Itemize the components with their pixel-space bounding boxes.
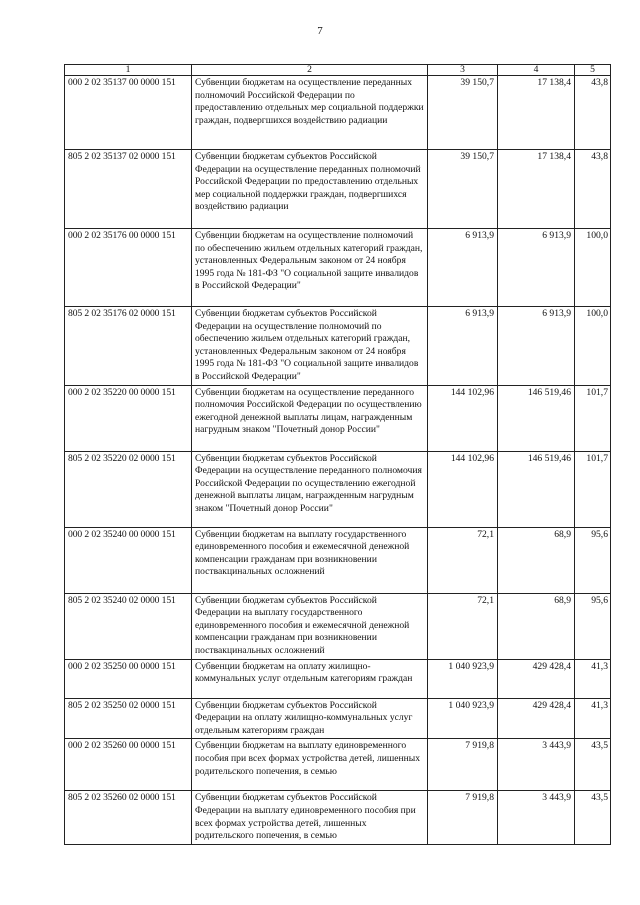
row-code: 805 2 02 35240 02 0000 151 (65, 593, 192, 659)
row-plan-amount: 6 913,9 (428, 307, 498, 386)
table-row (65, 229, 611, 307)
table-row (65, 739, 611, 791)
row-percent: 100,0 (575, 307, 611, 386)
row-description: Субвенции бюджетам субъектов Российской Федерации на осуществление полномочий по обеспечению жильем отдельных категорий граждан, установленных Федеральным законом от 24 ноября 1995 года № 181-ФЗ "О социальной защите инвалидов в Российской Федерации" (192, 307, 428, 386)
row-description: Субвенции бюджетам субъектов Российской Федерации на осуществление переданного полномочия Российской Федерации по осуществлению ежегодной денежной выплаты лицам, награжденным нагрудным знаком "Почетный донор России" (192, 451, 428, 527)
budget-table (64, 64, 611, 845)
row-plan-amount: 39 150,7 (428, 150, 498, 229)
row-percent: 101,7 (575, 451, 611, 527)
row-code: 000 2 02 35176 00 0000 151 (65, 229, 192, 307)
row-description: Субвенции бюджетам на осуществление переданных полномочий Российской Федерации по предоставлению отдельных мер социальной поддержки граждан, подвергшихся воздействию радиации (192, 76, 428, 150)
table-row (65, 150, 611, 229)
row-plan-amount: 144 102,96 (428, 451, 498, 527)
row-plan-amount: 144 102,96 (428, 385, 498, 451)
row-plan-amount: 1 040 923,9 (428, 698, 498, 739)
row-fact-amount: 146 519,46 (498, 385, 575, 451)
row-fact-amount: 6 913,9 (498, 229, 575, 307)
row-code: 000 2 02 35220 00 0000 151 (65, 385, 192, 451)
table-row (65, 659, 611, 698)
row-code: 000 2 02 35240 00 0000 151 (65, 527, 192, 593)
row-plan-amount: 72,1 (428, 527, 498, 593)
table-row (65, 385, 611, 451)
row-description: Субвенции бюджетам на осуществление полномочий по обеспечению жильем отдельных категорий граждан, установленных Федеральным законом от 24 ноября 1995 года № 181-ФЗ "О социальной защите инвалидов в Российской Федерации" (192, 229, 428, 307)
row-percent: 41,3 (575, 698, 611, 739)
row-code: 000 2 02 35260 00 0000 151 (65, 739, 192, 791)
page-number: 7 (317, 25, 323, 37)
table-row (65, 451, 611, 527)
row-description: Субвенции бюджетам субъектов Российской Федерации на осуществление переданных полномочий Российской Федерации по предоставлению отдельных мер социальной поддержки граждан, подвергшихся воздействию радиации (192, 150, 428, 229)
row-plan-amount: 7 919,8 (428, 791, 498, 844)
row-percent: 101,7 (575, 385, 611, 451)
row-code: 805 2 02 35176 02 0000 151 (65, 307, 192, 386)
row-code: 805 2 02 35137 02 0000 151 (65, 150, 192, 229)
column-header-fact: 4 (498, 65, 575, 76)
table-row (65, 698, 611, 739)
row-code: 805 2 02 35220 02 0000 151 (65, 451, 192, 527)
row-fact-amount: 146 519,46 (498, 451, 575, 527)
row-percent: 43,8 (575, 76, 611, 150)
row-description: Субвенции бюджетам на выплату единовременного пособия при всех формах устройства детей, лишенных родительского попечения, в семью (192, 739, 428, 791)
row-percent: 43,8 (575, 150, 611, 229)
row-plan-amount: 39 150,7 (428, 76, 498, 150)
row-fact-amount: 429 428,4 (498, 698, 575, 739)
row-fact-amount: 3 443,9 (498, 791, 575, 844)
row-percent: 100,0 (575, 229, 611, 307)
row-percent: 43,5 (575, 739, 611, 791)
table-row (65, 791, 611, 844)
row-description: Субвенции бюджетам субъектов Российской Федерации на выплату единовременного пособия при всех формах устройства детей, лишенных родительского попечения, в семью (192, 791, 428, 844)
column-header-code: 1 (65, 65, 192, 76)
row-plan-amount: 72,1 (428, 593, 498, 659)
row-percent: 95,6 (575, 527, 611, 593)
row-fact-amount: 68,9 (498, 527, 575, 593)
row-percent: 41,3 (575, 659, 611, 698)
row-fact-amount: 3 443,9 (498, 739, 575, 791)
row-fact-amount: 68,9 (498, 593, 575, 659)
table-row (65, 593, 611, 659)
row-fact-amount: 17 138,4 (498, 76, 575, 150)
row-plan-amount: 1 040 923,9 (428, 659, 498, 698)
row-description: Субвенции бюджетам на выплату государственного единовременного пособия и ежемесячной денежной компенсации гражданам при возникновении поствакцинальных осложнений (192, 527, 428, 593)
row-code: 000 2 02 35250 00 0000 151 (65, 659, 192, 698)
row-fact-amount: 6 913,9 (498, 307, 575, 386)
row-code: 805 2 02 35250 02 0000 151 (65, 698, 192, 739)
header-row (65, 65, 611, 76)
table-row (65, 307, 611, 386)
row-percent: 43,5 (575, 791, 611, 844)
row-fact-amount: 17 138,4 (498, 150, 575, 229)
table-row (65, 76, 611, 150)
column-header-name: 2 (192, 65, 428, 76)
table-row (65, 527, 611, 593)
row-fact-amount: 429 428,4 (498, 659, 575, 698)
row-percent: 95,6 (575, 593, 611, 659)
row-description: Субвенции бюджетам субъектов Российской Федерации на выплату государственного единовременного пособия и ежемесячной денежной компенсации гражданам при возникновении поствакцинальных осложнений (192, 593, 428, 659)
row-description: Субвенции бюджетам на оплату жилищно-коммунальных услуг отдельным категориям граждан (192, 659, 428, 698)
column-header-plan: 3 (428, 65, 498, 76)
column-header-percent: 5 (575, 65, 611, 76)
row-plan-amount: 7 919,8 (428, 739, 498, 791)
row-code: 805 2 02 35260 02 0000 151 (65, 791, 192, 844)
row-description: Субвенции бюджетам субъектов Российской Федерации на оплату жилищно-коммунальных услуг отдельным категориям граждан (192, 698, 428, 739)
row-plan-amount: 6 913,9 (428, 229, 498, 307)
row-code: 000 2 02 35137 00 0000 151 (65, 76, 192, 150)
row-description: Субвенции бюджетам на осуществление переданного полномочия Российской Федерации по осуществлению ежегодной денежной выплаты лицам, награжденным нагрудным знаком "Почетный донор России" (192, 385, 428, 451)
